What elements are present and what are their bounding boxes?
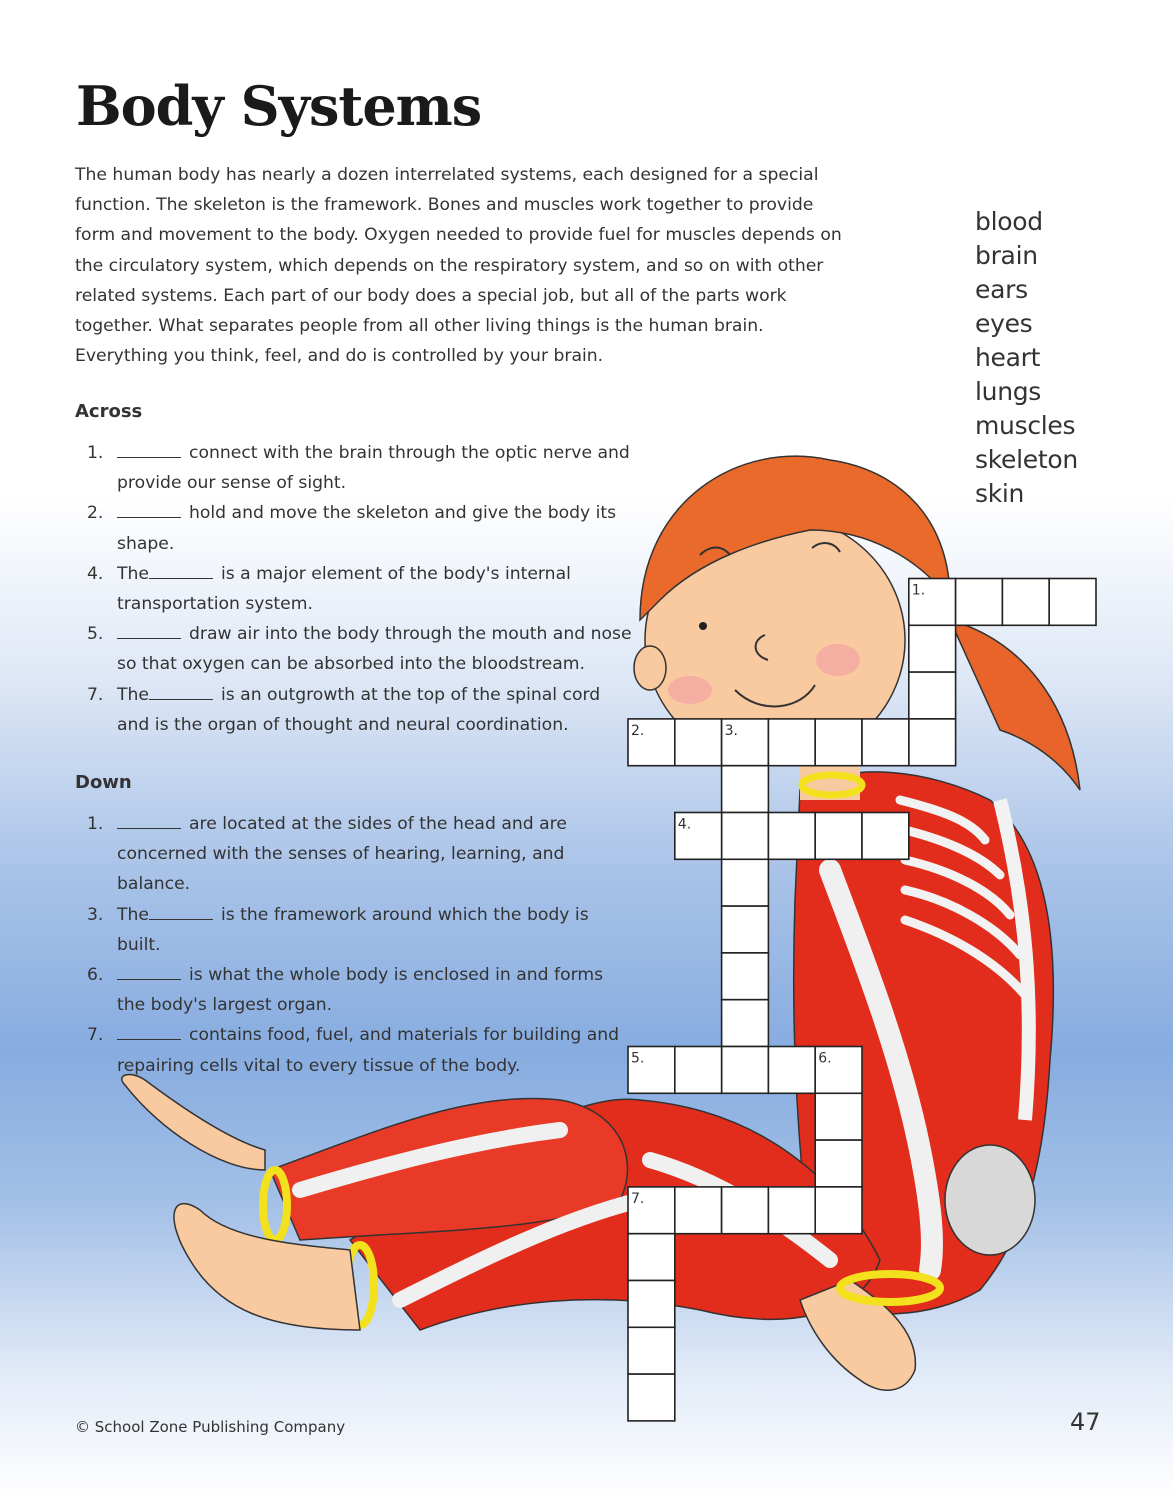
clue-text: is what the whole body is enclosed in and forms the body's largest organ. (117, 965, 604, 1016)
grid-clue-number: 3. (724, 722, 738, 739)
grid-clue-number: 7. (631, 1190, 645, 1207)
crossword-cell[interactable] (815, 1140, 862, 1187)
crossword-cell[interactable] (909, 625, 956, 672)
crossword-cell[interactable] (628, 1281, 675, 1328)
crossword-cell[interactable] (909, 672, 956, 719)
clue-number: 5. (87, 624, 104, 645)
crossword-cell[interactable] (815, 813, 862, 860)
crossword-cell[interactable] (1049, 579, 1096, 626)
page-title: Body Systems (76, 74, 482, 138)
clue-text: draw air into the body through the mouth and nose so that oxygen can be absorbed into the bloodstream. (117, 624, 632, 675)
crossword-cell[interactable] (768, 1187, 815, 1234)
clue-number: 2. (87, 503, 104, 524)
clue-text: contains food, fuel, and materials for building and repairing cells vital to every tissue of the body. (117, 1025, 620, 1076)
crossword-cell[interactable] (722, 859, 769, 906)
clue-number: 7. (87, 684, 104, 705)
clue-text: connect with the brain through the optic nerve and provide our sense of sight. (117, 443, 630, 494)
crossword-cell[interactable] (722, 766, 769, 813)
crossword-cell[interactable] (862, 813, 909, 860)
down-heading: Down (75, 772, 132, 793)
word-bank-item: ears (975, 275, 1028, 304)
clue-number: 6. (87, 965, 104, 986)
crossword-cell[interactable] (675, 1047, 722, 1094)
clue-text: hold and move the skeleton and give the body its shape. (117, 503, 617, 554)
clue-lead: The (117, 563, 149, 584)
clue-lead: The (117, 904, 149, 925)
crossword-cell[interactable] (815, 719, 862, 766)
clue-text: is a major element of the body's internal transportation system. (117, 563, 571, 615)
crossword-cell[interactable] (909, 719, 956, 766)
crossword-cell[interactable] (956, 579, 1003, 626)
crossword-cell[interactable] (722, 813, 769, 860)
clue-text: is an outgrowth at the top of the spinal cord and is the organ of thought and neural coordination. (117, 684, 601, 735)
clue-number: 7. (87, 1025, 104, 1046)
grid-clue-number: 2. (631, 722, 645, 739)
clue-text: are located at the sides of the head and are concerned with the senses of hearing, learning, and balance. (117, 814, 567, 895)
crossword-cell[interactable] (768, 1047, 815, 1094)
crossword-cell[interactable] (722, 906, 769, 953)
grid-clue-number: 5. (631, 1050, 645, 1067)
word-bank-item: heart (975, 343, 1041, 372)
intro-paragraph: The human body has nearly a dozen interrelated systems, each designed for a special function. The skeleton is the framework. Bones and muscles work together to provide form and movement to the body. Oxygen needed to provide fuel for muscles depends on the circulatory system, which depends on the respiratory system, and so on with other related systems. Each part of our body does a special job, but all of the parts work together. What separates people from all other living things is the human brain. Everything you think, feel, and do is controlled by your brain. (75, 165, 842, 367)
crossword-cell[interactable] (675, 719, 722, 766)
word-bank-item: muscles (975, 411, 1076, 440)
word-bank-item: skeleton (975, 445, 1078, 474)
across-heading: Across (75, 401, 143, 422)
clue-number: 3. (87, 904, 104, 925)
word-bank-item: blood (975, 207, 1043, 236)
crossword-cell[interactable] (815, 1093, 862, 1140)
clue-number: 1. (87, 814, 104, 834)
crossword-cell[interactable] (628, 1234, 675, 1281)
crossword-cell[interactable] (628, 1327, 675, 1374)
grid-clue-number: 4. (677, 816, 692, 833)
crossword-cell[interactable] (722, 1000, 769, 1047)
copyright-footer: © School Zone Publishing Company (75, 1418, 346, 1436)
word-bank-item: lungs (975, 377, 1042, 406)
crossword-cell[interactable] (862, 719, 909, 766)
clue-text: is the framework around which the body is built. (117, 904, 589, 955)
crossword-cell[interactable] (768, 813, 815, 860)
word-bank-item: eyes (975, 309, 1033, 338)
crossword-cell[interactable] (768, 719, 815, 766)
clue-number: 1. (87, 443, 104, 463)
clue-lead: The (117, 684, 149, 705)
word-bank-item: brain (975, 241, 1038, 270)
crossword-cell[interactable] (722, 1047, 769, 1094)
crossword-cell[interactable] (722, 953, 769, 1000)
word-bank-item: skin (975, 479, 1025, 508)
crossword-cell[interactable] (675, 1187, 722, 1234)
crossword-cell[interactable] (628, 1374, 675, 1421)
grid-clue-number: 1. (911, 582, 926, 599)
clue-number: 4. (87, 563, 104, 584)
crossword-cell[interactable] (1002, 579, 1049, 626)
crossword-cell[interactable] (722, 1187, 769, 1234)
page-number: 47 (1070, 1408, 1101, 1436)
grid-clue-number: 6. (818, 1050, 832, 1067)
crossword-cell[interactable] (815, 1187, 862, 1234)
